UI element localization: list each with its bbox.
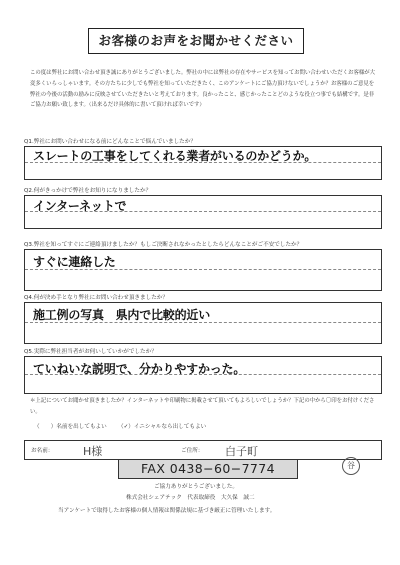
footer-company: 株式会社シェアテック 代表取締役 大久保 誠二 [126, 495, 255, 501]
answer-box-4 [24, 302, 382, 344]
question-3-label: Q3.弊社を知ってすぐにご連絡頂けましたか？もしご決断されなかったとしたらどんなことがご不安でしたか？ [24, 242, 303, 248]
answer-5-text: ていねいな説明で、分かりやすかった。 [33, 362, 246, 376]
answer-3-text: すぐに連絡した [33, 255, 116, 269]
stamp-seal: 谷 [342, 457, 360, 475]
question-5-label: Q5.実際に弊社担当者がお伺いしていかがでしたか？ [24, 349, 157, 355]
answer-box-1 [24, 146, 382, 180]
question-1-label: Q1.弊社にお問い合わせになる前にどんなことで悩んでいましたか？ [24, 139, 196, 145]
answer-box-2 [24, 195, 382, 229]
answer-2-text: インターネットで [33, 199, 127, 213]
question-2-label: Q2.何がきっかけで弊社をお知りになりましたか？ [24, 188, 152, 194]
name-value[interactable]: H様 [83, 445, 103, 458]
option-full-name[interactable]: （ ）名前を出してもよい [34, 424, 107, 430]
permission-text: ＊上記についてお聞かせ頂きましたか？インターネットや印刷物に掲載させて頂いてもよろしいでしょうか？下記の中から〇印をお付けください。 [30, 398, 375, 415]
answer-1-text: スレートの工事をしてくれる業者がいるのかどうか。 [33, 149, 317, 163]
footer-thanks: ご協力ありがとうございました。 [154, 484, 238, 490]
fax-number: FAX 0438−60−7774 [118, 459, 298, 479]
page-title: お客様のお声をお聞かせください [88, 28, 304, 54]
answer-box-5 [24, 356, 382, 394]
option-initials-checked[interactable]: （✓）イニシャルなら出してもよい [118, 424, 207, 430]
intro-text: この度は弊社にお問い合わせ頂き誠にありがとうございました。弊社の中には弊社の存在やサービスを知ってお問い合わせいただくお客様が大変多くいらっしゃいます。その方たちに少しでも弊社を知っていただきたく、このアンケートにご協力頂けないでしょうか？お客様のご意見を弊社の今後の活動の励みに反映させていただきたいと考えております。良かったこと、感じかったことどのような役立つ事でも結構です。是非ご協力お願い致します。（出来るだけ具体的に書いて頂ければ幸いです） [30, 70, 376, 109]
address-label: ご住所： [181, 448, 204, 454]
answer-4-text: 施工例の写真 県内で比較的近い [33, 308, 211, 322]
question-4-label: Q4.何が決め手となり弊社にお問い合わせ頂きましたか？ [24, 295, 168, 301]
answer-box-3 [24, 249, 382, 291]
name-address-box [24, 440, 382, 460]
name-label: お名前： [31, 448, 54, 454]
footer-privacy: 当アンケートで取得したお客様の個人情報は関係法規に基づき厳正に管理いたします。 [58, 508, 276, 514]
address-value[interactable]: 白子町 [225, 445, 258, 458]
